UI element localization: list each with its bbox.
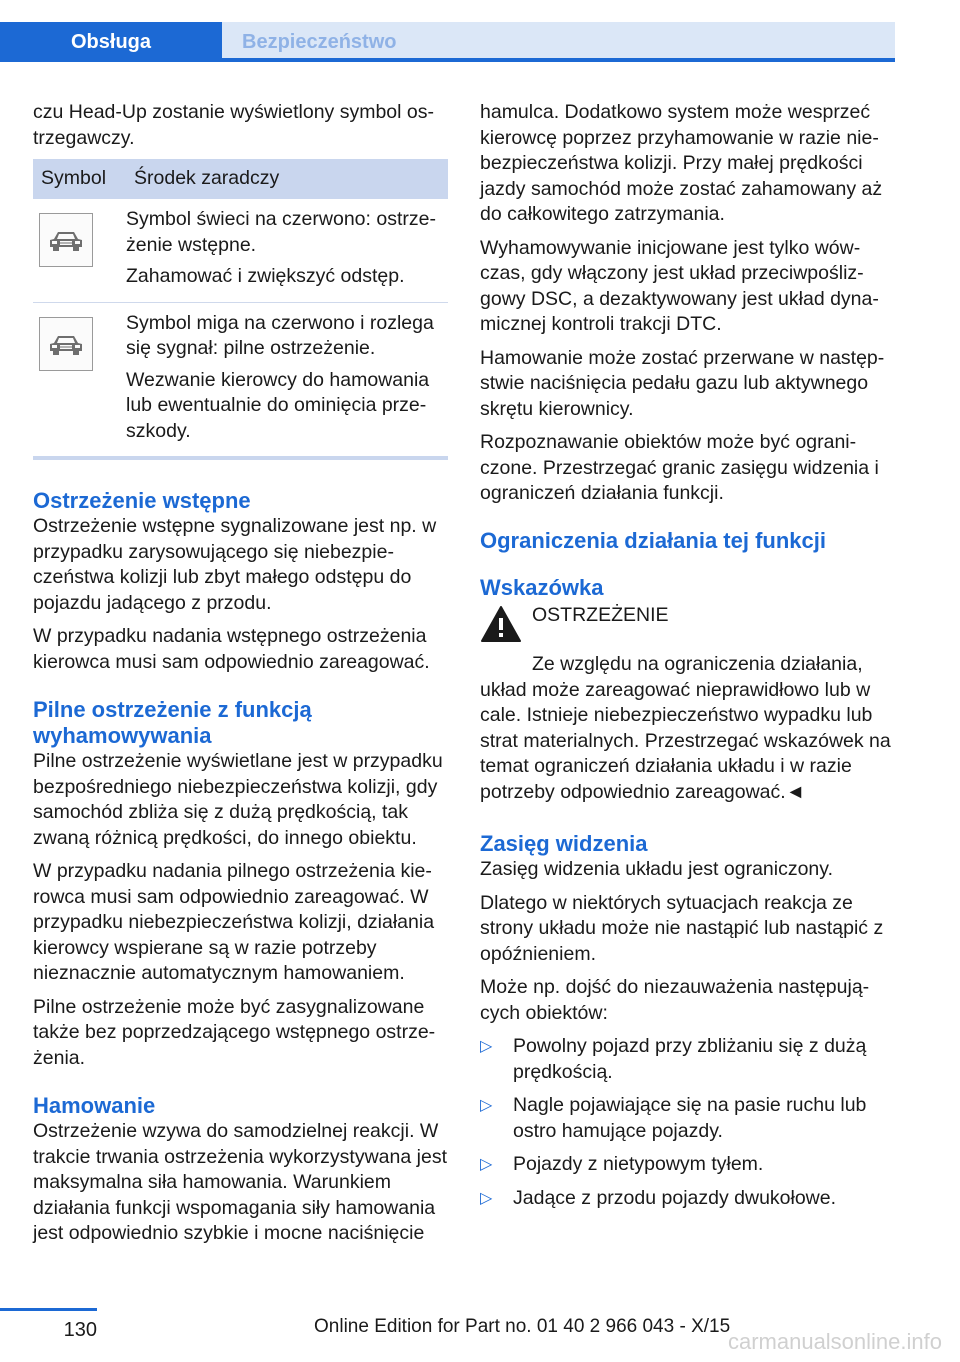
left-column <box>33 100 448 1255</box>
car-warning-icon <box>39 317 93 371</box>
bullet-marker-icon: ▷ <box>480 1189 493 1207</box>
table-cell-action <box>126 302 448 458</box>
braking-text: Ostrzeżenie wzywa do samodzielnej reakcji. W trakcie trwania ostrzeżenia wykorzystywana jest maksymalna siła hamowania. Warunkiem działania funkcji wspomagania siły hamowania jest odpowiednio szybkie i mocne naciśnięcie <box>33 1120 447 1244</box>
car-warning-icon <box>39 213 93 267</box>
tab-obsluga[interactable]: Obsługa <box>0 22 222 62</box>
list-item: ▷ Pojazdy z nietypowym tyłem. <box>480 1152 895 1178</box>
detection-text: Rozpoznawanie obiektów może być ograniczone. Przestrzegać granic zasięgu widzenia i ograniczeń działania funkcji. <box>480 431 879 504</box>
table-cell-icon <box>33 199 126 302</box>
warning-triangle-icon <box>480 601 524 651</box>
header-rule <box>0 58 895 62</box>
section-title-limits: Ograniczenia działania tej funkcji <box>480 527 826 553</box>
bullet-marker-icon: ▷ <box>480 1097 493 1114</box>
list-item: ▷ Nagle pojawiające się na pasie ruchu lub ostro hamujące pojazdy. <box>480 1094 867 1142</box>
warning-text: Ze względu na ograniczenia działania, układ może zareagować nieprawidłowo lub w cale. Istnieje niebezpieczeństwo wypadku lub strat materialnych. Przestrzegać wskazówek na temat ograniczeń działania układu i w razie potrzeby odpowiednio zareagować.◄ <box>480 653 891 803</box>
list-item: ▷ Powolny pojazd przy zbliżaniu się z dużą prędkością. <box>480 1035 867 1083</box>
interrupt-text: Hamowanie może zostać przerwane w następstwie naciśnięcia pedału gazu lub aktywnego skrętu kierownicy. <box>480 346 885 420</box>
list-item: ▷ Jadące z przodu pojazdy dwukołowe. <box>480 1186 895 1212</box>
bullet-marker-icon: ▷ <box>480 1038 493 1055</box>
table-header-row <box>33 159 448 199</box>
prewarning-text-1: Ostrzeżenie wstępne sygnalizowane jest np. w przypadku zarysowującego się niebezpieczeństwa kolizji lub zbyt małego odstępu do pojazdu jadącego z przodu. <box>33 515 437 614</box>
row1-line1: Symbol świeci na czerwono: ostrzeżenie wstępne. <box>126 208 436 256</box>
table-row <box>33 199 448 302</box>
bullet-marker-icon: ▷ <box>480 1156 493 1173</box>
section-title-urgent-warning: Pilne ostrzeżenie z funkcją wyhamowywania <box>33 697 312 748</box>
page-number: 130 <box>0 1308 97 1342</box>
footer-edition: Online Edition for Part no. 01 40 2 966 043 - X/15 <box>314 1316 731 1337</box>
table-cell-icon <box>33 302 126 458</box>
row2-line1: Symbol miga na czerwono i rozlega się sygnał: pilne ostrzeżenie. <box>126 311 434 359</box>
warning-block <box>480 601 895 651</box>
row2-line2: Wezwanie kierowcy do hamowania lub ewentualnie do ominięcia przeszkody. <box>126 368 430 442</box>
table-cell-action <box>126 199 448 302</box>
table-header-symbol: Symbol <box>33 159 126 199</box>
urgent-text-2: W przypadku nadania pilnego ostrzeżenia kierowca musi sam odpowiednio zareagować. W przypadku niebezpieczeństwa kolizji, działania kierowcy wspierane są w razie potrzeby nieznacznie automatycznym hamowaniem. <box>33 860 435 984</box>
section-title-note: Wskazówka <box>480 574 604 600</box>
row1-line2: Zahamować i zwiększyć odstęp. <box>126 265 405 287</box>
range-text-3: Może np. dojść do niezauważenia następujących obiektów: <box>480 976 870 1024</box>
section-title-prewarning: Ostrzeżenie wstępne <box>33 488 251 513</box>
right-column <box>480 100 895 1219</box>
table-row <box>33 302 448 458</box>
urgent-text-1: Pilne ostrzeżenie wyświetlane jest w przypadku bezpośredniego niebezpieczeństwa kolizji, gdy samochód zbliża się z dużą prędkością, tak zwaną różnicą prędkości, do innego obiektu. <box>33 750 443 849</box>
range-text-1: Zasięg widzenia układu jest ograniczony. <box>480 858 833 880</box>
watermark: carmanualsonline.info <box>727 1329 942 1354</box>
warning-title: OSTRZEŻENIE <box>532 603 669 626</box>
section-title-braking: Hamowanie <box>33 1093 156 1118</box>
tab-bezpieczenstwo[interactable]: Bezpieczeństwo <box>222 22 895 62</box>
header-bar <box>0 22 895 62</box>
section-title-range: Zasięg widzenia <box>480 831 648 856</box>
table-header-action: Środek zaradczy <box>126 159 448 199</box>
object-list <box>480 1034 895 1211</box>
urgent-text-3: Pilne ostrzeżenie może być zasygnalizowane także bez poprzedzającego wstępnego ostrzeżenia. <box>33 995 436 1069</box>
braking-text-cont: hamulca. Dodatkowo system może wesprzeć kierowcę poprzez przyhamowanie w razie niebezpieczeństwa kolizji. Przy małej prędkości jazdy samochód może zostać zahamowany aż do całkowitego zatrzymania. <box>480 101 883 225</box>
range-text-2: Dlatego w niektórych sytuacjach reakcja ze strony układu może nie nastąpić lub nastąpić z opóźnieniem. <box>480 891 884 965</box>
symbol-table <box>33 159 448 460</box>
prewarning-text-2: W przypadku nadania wstępnego ostrzeżenia kierowca musi sam odpowiednio zareagować. <box>33 625 430 673</box>
dsc-text: Wyhamowywanie inicjowane jest tylko wówczas, gdy włączony jest układ przeciwpoślizgowy DSC, a dezaktywowany jest układ dynamicznej kontroli trakcji DTC. <box>480 236 879 335</box>
intro-text: czu Head-Up zostanie wyświetlony symbol ostrzegawczy. <box>33 101 434 149</box>
